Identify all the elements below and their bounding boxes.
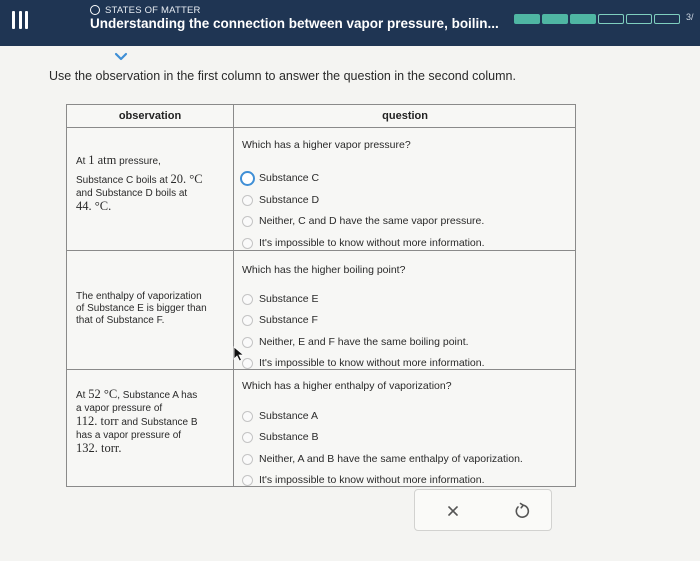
menu-icon[interactable] — [12, 11, 28, 29]
answer-option[interactable]: Substance A — [242, 408, 318, 424]
column-header-question: question — [382, 110, 428, 122]
answer-option[interactable]: Neither, C and D have the same vapor pressure. — [242, 213, 484, 229]
instructions: Use the observation in the first column to answer the question in the second column. — [49, 69, 516, 83]
observation-cell — [67, 128, 234, 250]
chevron-down-icon[interactable] — [113, 51, 129, 63]
top-bar — [0, 0, 700, 46]
x-icon[interactable] — [445, 503, 461, 519]
topic-label: STATES OF MATTER — [105, 4, 201, 16]
progress-segment — [654, 14, 680, 24]
progress-count: 3/ — [686, 12, 694, 22]
radio-button[interactable] — [242, 475, 253, 486]
question-text: Which has a higher enthalpy of vaporization? — [242, 380, 452, 392]
observation-question-table — [66, 104, 576, 487]
observation-text: At 1 atm pressure, Substance C boils at 20. °C and Substance D boils at 44. °C. — [76, 153, 203, 213]
answer-option[interactable]: Neither, E and F have the same boiling point. — [242, 334, 469, 350]
answer-option[interactable]: Neither, A and B have the same enthalpy of vaporization. — [242, 451, 523, 467]
mouse-cursor-icon — [233, 346, 245, 362]
table-row — [67, 128, 575, 251]
radio-button-selected[interactable] — [240, 171, 255, 186]
observation-text: At 52 °C, Substance A has a vapor pressure of 112. torr and Substance B has a vapor pressure of 132. torr. — [76, 387, 198, 455]
topic-circle-icon — [90, 5, 100, 15]
topic-row — [90, 3, 201, 17]
radio-button[interactable] — [242, 238, 253, 249]
question-panel — [0, 46, 700, 561]
radio-button[interactable] — [242, 432, 253, 443]
answer-option[interactable]: Substance F — [242, 312, 318, 328]
answer-option[interactable]: It's impossible to know without more information. — [242, 355, 485, 371]
answer-option[interactable]: Substance D — [242, 192, 319, 208]
radio-button[interactable] — [242, 411, 253, 422]
answer-option[interactable]: Substance B — [242, 429, 319, 445]
progress-segment — [598, 14, 624, 24]
question-cell — [234, 370, 576, 486]
answer-option[interactable]: It's impossible to know without more information. — [242, 235, 485, 251]
table-header — [67, 105, 575, 128]
progress-segment — [570, 14, 596, 24]
answer-action-bar — [414, 489, 552, 531]
radio-button[interactable] — [242, 454, 253, 465]
answer-option[interactable]: Substance C — [242, 170, 319, 186]
observation-cell — [67, 251, 234, 369]
question-cell — [234, 251, 576, 369]
question-cell — [234, 128, 576, 250]
observation-cell — [67, 370, 234, 486]
progress-segment — [542, 14, 568, 24]
radio-button[interactable] — [242, 195, 253, 206]
answer-option[interactable]: It's impossible to know without more information. — [242, 472, 485, 488]
undo-icon[interactable] — [513, 502, 531, 520]
progress-bar — [514, 14, 684, 24]
table-row — [67, 370, 575, 486]
radio-button[interactable] — [242, 216, 253, 227]
column-header-observation: observation — [67, 105, 234, 127]
progress-segment — [626, 14, 652, 24]
table-row — [67, 251, 575, 370]
observation-text: The enthalpy of vaporization of Substance E is bigger than that of Substance F. — [76, 291, 207, 326]
progress-segment — [514, 14, 540, 24]
question-text: Which has the higher boiling point? — [242, 264, 406, 276]
radio-button[interactable] — [242, 294, 253, 305]
radio-button[interactable] — [242, 315, 253, 326]
answer-option[interactable]: Substance E — [242, 291, 319, 307]
question-text: Which has a higher vapor pressure? — [242, 139, 411, 151]
lesson-title[interactable]: Understanding the connection between vapor pressure, boilin... — [90, 16, 499, 31]
